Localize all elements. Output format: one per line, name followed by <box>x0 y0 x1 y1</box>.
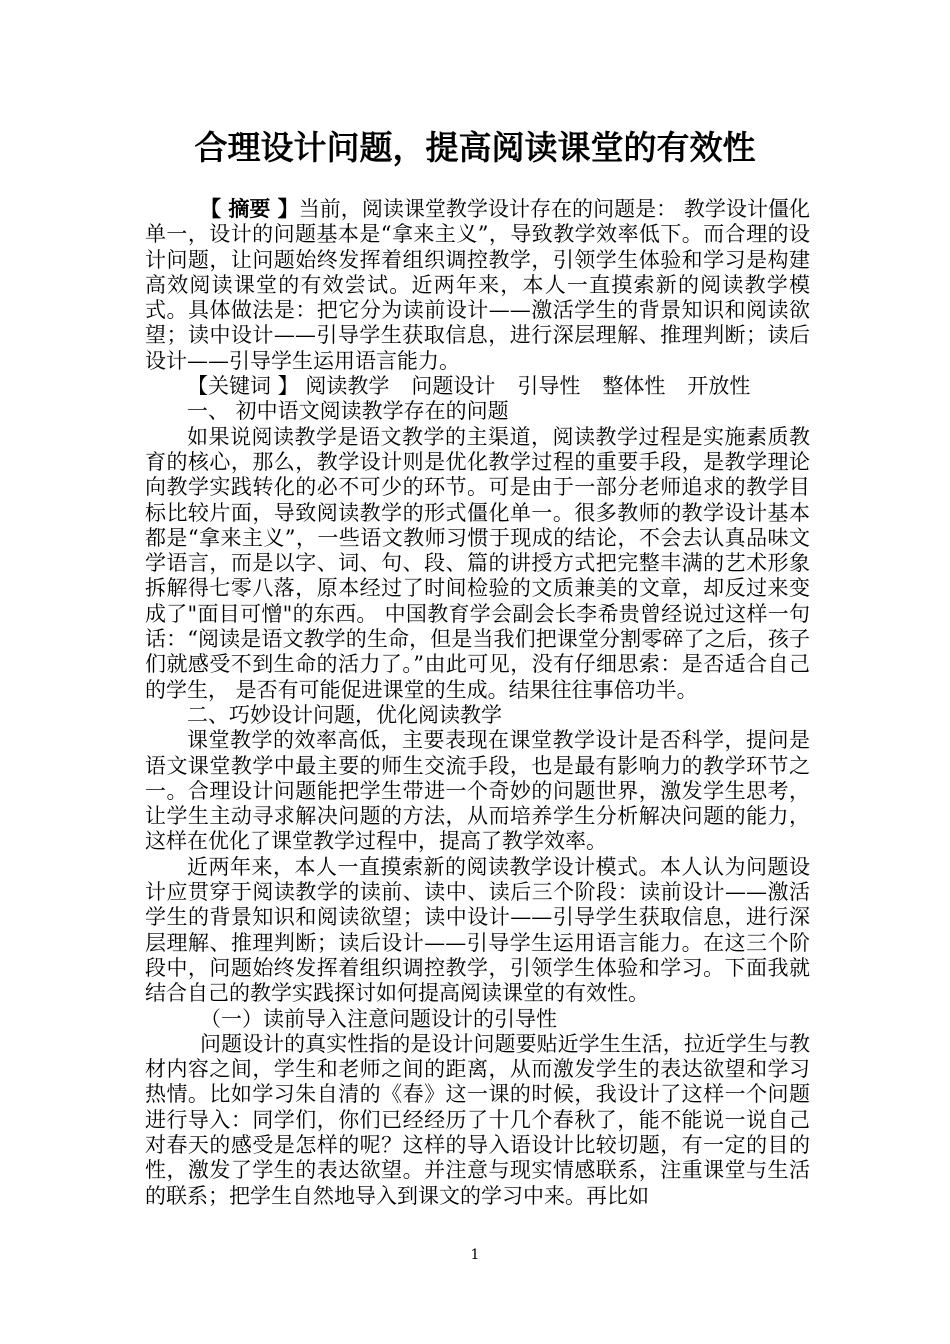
subsection-heading: （一）读前导入注意问题设计的引导性 <box>200 1006 557 1031</box>
keyword: 引导性 <box>517 374 581 399</box>
keyword: 阅读教学 <box>305 374 390 399</box>
abstract-paragraph <box>145 196 810 374</box>
abstract-label: 【 摘要 】 <box>200 196 299 221</box>
keyword: 整体性 <box>602 374 666 399</box>
page-title: 合理设计问题，提高阅读课堂的有效性 <box>194 128 756 167</box>
subsection-paragraph: 问题设计的真实性指的是设计问题要贴近学生生活，拉近学生与教材内容之间，学生和老师之间的距离，从而激发学生的表达欲望和学习热情。比如学习朱自清的《春》这一课的时候，我设计了这样一个问题进行导入：同学们，你们已经经历了十几个春秋了，能不能说一说自己对春天的感受是怎样的呢？这样的导入语设计比较切题，有一定的目的性，激发了学生的表达欲望。并注意与现实情感联系，注重课堂与生活的联系；把学生自然地导入到课文的学习中来。再比如 <box>145 1031 810 1208</box>
section-paragraph: 课堂教学的效率高低，主要表现在课堂教学设计是否科学，提问是语文课堂教学中最主要的师生交流手段，也是最有影响力的教学环节之一。合理设计问题能把学生带进一个奇妙的问题世界，激发学生思考，让学生主动寻求解决问题的方法，从而培养学生分析解决问题的能力，这样在优化了课堂教学过程中，提高了教学效率。 <box>145 728 810 854</box>
abstract-text: 当前，阅读课堂教学设计存在的问题是： 教学设计僵化单一，设计的问题基本是“拿来主义”，导致教学效率低下。而合理的设计问题，让问题始终发挥着组织调控教学，引领学生体验和学习是构建高效阅读课堂的有效尝试。近两年来，本人一直摸索新的阅读教学模式。具体做法是：把它分为读前设计——激活学生的背景知识和阅读欲望；读中设计——引导学生获取信息，进行深层理解、推理判断；读后设计——引导学生运用语言能力。 <box>145 197 810 373</box>
page-number: 1 <box>470 1247 480 1263</box>
section-paragraph: 近两年来，本人一直摸索新的阅读教学设计模式。本人认为问题设计应贯穿于阅读教学的读前、读中、读后三个阶段：读前设计——激活学生的背景知识和阅读欲望；读中设计——引导学生获取信息，进行深层理解、推理判断；读后设计——引导学生运用语言能力。在这三个阶段中，问题始终发挥着组织调控教学，引领学生体验和学习。下面我就结合自己的教学实践探讨如何提高阅读课堂的有效性。 <box>145 854 810 1006</box>
section-heading: 一、 初中语文阅读教学存在的问题 <box>187 399 509 424</box>
keywords-label: 【关键词 】 <box>187 374 299 399</box>
keyword: 问题设计 <box>411 374 496 399</box>
section-paragraph: 如果说阅读教学是语文教学的主渠道，阅读教学过程是实施素质教育的核心，那么，教学设计则是优化教学过程的重要手段，是教学理论向教学实践转化的必不可少的环节。可是由于一部分老师追求的教学目标比较片面，导致阅读教学的形式僵化单一。很多教师的教学设计基本都是“拿来主义”，一些语文教师习惯于现成的结论，不会去认真品味文学语言，而是以字、词、句、段、篇的讲授方式把完整丰满的艺术形象拆解得七零八落，原本经过了时间检验的文质兼美的文章，却反过来变成了"面目可憎"的东西。 中国教育学会副会长李希贵曾经说过这样一句话：“阅读是语文教学的生命，但是当我们把课堂分割零碎了之后，孩子们就感受不到生命的活力了。”由此可见，没有仔细思索：是否适合自己的学生， 是否有可能促进课堂的生成。结果往往事倍功半。 <box>145 424 810 702</box>
document-body <box>145 196 810 1209</box>
section-heading: 二、巧妙设计问题，优化阅读教学 <box>187 702 502 727</box>
keyword: 开放性 <box>687 374 751 399</box>
keywords-line <box>145 374 810 399</box>
